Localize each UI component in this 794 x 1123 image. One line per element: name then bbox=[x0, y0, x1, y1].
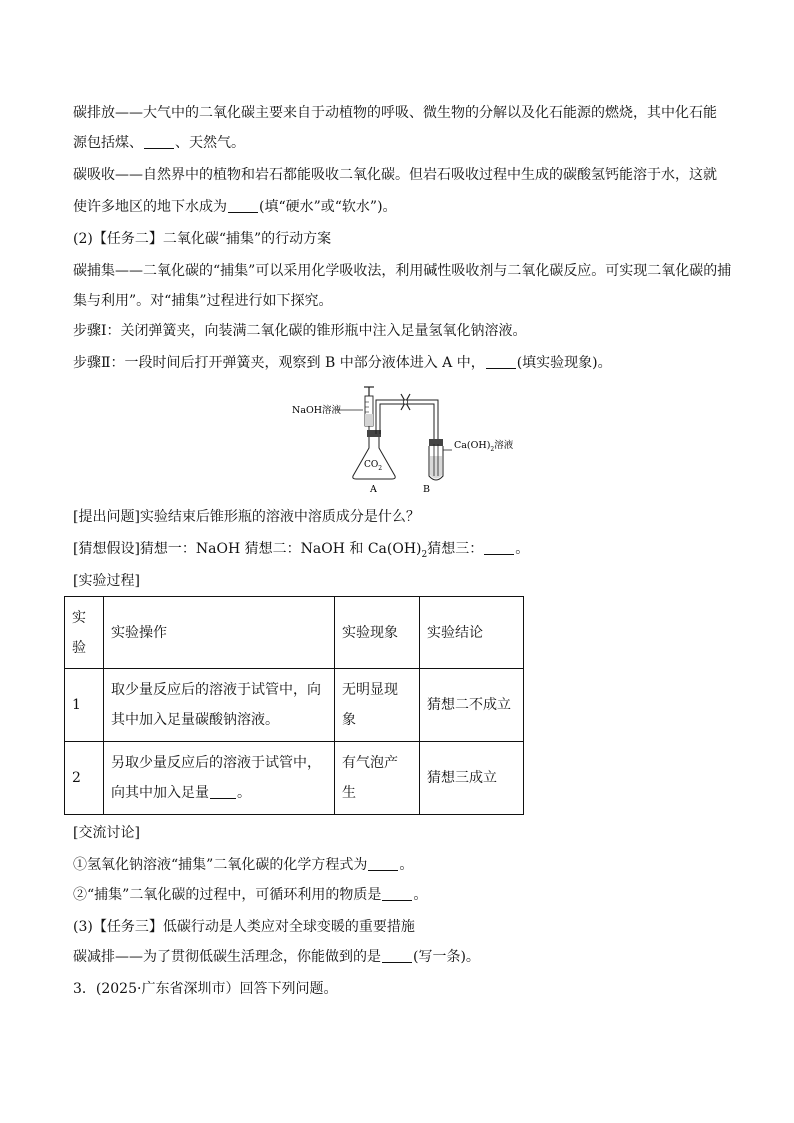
answer-blank[interactable] bbox=[382, 886, 412, 901]
header-cell: 实验操作 bbox=[104, 597, 335, 669]
hypothesis-line bbox=[73, 540, 529, 564]
text-line-2 bbox=[73, 134, 245, 152]
text-line-17 bbox=[73, 948, 480, 966]
answer-blank[interactable] bbox=[486, 354, 516, 369]
discussion-heading: [交流讨论] bbox=[73, 825, 140, 841]
stopper-a bbox=[367, 430, 381, 437]
row-number: 2 bbox=[65, 742, 104, 815]
step-2 bbox=[73, 354, 612, 372]
answer-blank[interactable] bbox=[210, 784, 236, 799]
row-number: 1 bbox=[65, 669, 104, 742]
conclusion-cell: 猜想二不成立 bbox=[420, 669, 524, 742]
label-a: A bbox=[370, 484, 377, 495]
naoh-label: NaOH溶液 bbox=[292, 405, 342, 416]
task3-heading: (3)【任务三】低碳行动是人类应对全球变暖的重要措施 bbox=[73, 919, 415, 935]
operation-cell: 另取少量反应后的溶液于试管中， 向其中加入足量 。 bbox=[104, 742, 335, 815]
text-segment: 。 bbox=[515, 541, 530, 557]
text-segment: 、天然气。 bbox=[175, 135, 245, 151]
text-segment: 猜想三： bbox=[427, 541, 484, 557]
text-segment: (填“硬水”或“软水”)。 bbox=[259, 199, 397, 215]
question-3-heading: 3．(2025·广东省深圳市）回答下列问题。 bbox=[73, 981, 338, 997]
text-segment: 步骤Ⅱ：一段时间后打开弹簧夹，观察到 B 中部分液体进入 A 中， bbox=[73, 355, 485, 371]
stopper-b bbox=[429, 439, 443, 446]
step-1: 步骤Ⅰ：关闭弹簧夹，向装满二氧化碳的锥形瓶中注入足量氢氧化钠溶液。 bbox=[73, 323, 527, 339]
text-segment: [猜想假设]猜想一：NaOH 猜想二：NaOH 和 Ca(OH) bbox=[73, 541, 422, 557]
co2-label: $CO_2$ bbox=[364, 460, 383, 472]
header-cell: 实 验 bbox=[65, 597, 104, 669]
label-b: B bbox=[423, 484, 430, 495]
syringe-liquid bbox=[365, 414, 373, 426]
text-segment: (填实验现象)。 bbox=[516, 355, 612, 371]
procedure-heading: [实验过程] bbox=[73, 573, 140, 589]
table-row bbox=[65, 742, 524, 815]
text-line-7: 集与利用”。对“捕集”过程进行如下探究。 bbox=[73, 293, 333, 309]
operation-cell: 取少量反应后的溶液于试管中，向 其中加入足量碳酸钠溶液。 bbox=[104, 669, 335, 742]
subscript: 2 bbox=[421, 549, 428, 560]
text-segment: 源包括煤、 bbox=[73, 135, 143, 151]
text-line-4 bbox=[73, 198, 397, 216]
answer-blank[interactable] bbox=[368, 856, 398, 871]
text-segment: ①氢氧化钠溶液“捕集”二氧化碳的化学方程式为 bbox=[73, 857, 368, 873]
table-header-row bbox=[65, 597, 524, 669]
discussion-q2 bbox=[73, 886, 427, 904]
text-line-1: 碳排放——大气中的二氧化碳主要来自于动植物的呼吸、微生物的分解以及化石能源的燃烧，其中化石能 bbox=[73, 105, 717, 121]
table-row bbox=[65, 669, 524, 742]
answer-blank[interactable] bbox=[382, 948, 412, 963]
header-cell: 实验结论 bbox=[420, 597, 524, 669]
header-cell: 实验现象 bbox=[335, 597, 420, 669]
spring-clamp bbox=[401, 394, 410, 410]
text-segment: 。 bbox=[413, 887, 428, 903]
text-segment: (写一条)。 bbox=[413, 949, 480, 965]
experiment-table bbox=[64, 596, 524, 815]
delivery-tube-inner bbox=[380, 404, 434, 444]
text-segment: 碳减排——为了贯彻低碳生活理念，你能做到的是 bbox=[73, 949, 381, 965]
discussion-q1 bbox=[73, 856, 413, 874]
conical-flask bbox=[353, 437, 395, 479]
caoh-label: $Ca(OH)_2$溶液 bbox=[454, 440, 514, 453]
text-line-6: 碳捕集——二氧化碳的“捕集”可以采用化学吸收法，利用碱性吸收剂与二氧化碳反应。可实现二氧化碳的捕 bbox=[73, 263, 732, 279]
question-line: [提出问题]实验结束后锥形瓶的溶液中溶质成分是什么？ bbox=[73, 509, 420, 525]
conclusion-cell: 猜想三成立 bbox=[420, 742, 524, 815]
task2-heading: (2)【任务二】二氧化碳“捕集”的行动方案 bbox=[73, 231, 332, 247]
text-line-3: 碳吸收——自然界中的植物和岩石都能吸收二氧化碳。但岩石吸收过程中生成的碳酸氢钙能溶于水，这就 bbox=[73, 167, 717, 183]
answer-blank[interactable] bbox=[144, 134, 174, 149]
text-segment: 。 bbox=[399, 857, 414, 873]
text-segment: ②“捕集”二氧化碳的过程中，可循环利用的物质是 bbox=[73, 887, 382, 903]
phenomenon-cell: 无明显现 象 bbox=[335, 669, 420, 742]
apparatus-diagram bbox=[290, 384, 520, 496]
caoh-solution bbox=[430, 456, 442, 479]
answer-blank[interactable] bbox=[228, 198, 258, 213]
delivery-tube bbox=[376, 400, 438, 444]
phenomenon-cell: 有气泡产 生 bbox=[335, 742, 420, 815]
text-segment: 使许多地区的地下水成为 bbox=[73, 199, 227, 215]
answer-blank[interactable] bbox=[484, 540, 514, 555]
